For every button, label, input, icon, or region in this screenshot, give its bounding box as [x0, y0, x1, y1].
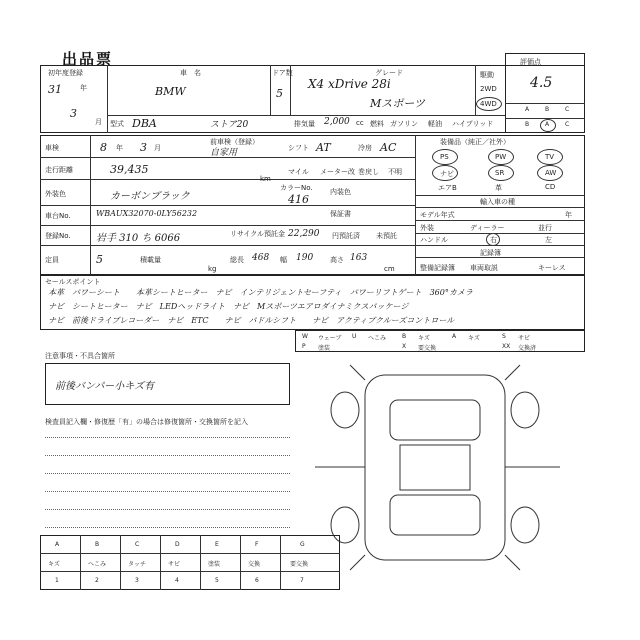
sheet-title: 出品票	[62, 50, 114, 68]
model-year-label: モデル年式	[420, 211, 455, 219]
recycle-value: 22,290	[288, 229, 320, 239]
score-label: 評価点	[520, 58, 541, 66]
make-label: 車 名	[180, 69, 201, 77]
manual-value: 車両取説	[470, 264, 498, 272]
sales-line-1: 本革 パワーシート 本革シートヒーター ナビ インテリジェントセーフティ パワーリフトゲート 360°カメラ	[48, 288, 473, 297]
mileage-value: 39,435	[110, 163, 149, 176]
equip-pw: PW	[495, 153, 507, 161]
grid-r3-c3: 3	[135, 577, 139, 584]
equip-aw: AW	[545, 169, 557, 177]
parallel-label: 並行	[538, 224, 552, 232]
wheel-front-left	[331, 392, 359, 428]
drive-2wd: 2WD	[480, 85, 497, 93]
dims-height-label: 高さ	[330, 256, 344, 264]
inspection-month: 3	[140, 141, 147, 154]
load-label: 積載量	[140, 256, 161, 264]
legend-code-w: W	[302, 333, 308, 340]
dims-label: 総長	[230, 256, 244, 264]
legend-code-p: P	[302, 343, 306, 350]
recycle-label: リサイクル預託金	[230, 230, 286, 238]
car-diagram	[305, 355, 580, 585]
year-unit: 年	[80, 84, 87, 92]
legend-text-s: サビ	[518, 335, 531, 342]
grid-r1-c6: F	[255, 541, 259, 548]
chassis-value: WBAUX32070-0LY56232	[96, 209, 198, 218]
equip-cd: CD	[545, 183, 556, 191]
grid-r2-c4: サビ	[168, 561, 181, 568]
dims-height: 163	[350, 253, 368, 263]
repair-label: 検査員記入欄・修復歴「有」の場合は修復箇所・交換箇所を記入	[45, 418, 248, 426]
inspection-month-unit: 月	[154, 144, 161, 152]
dims-width: 190	[296, 253, 314, 263]
load-unit: kg	[208, 265, 217, 273]
model-year-unit: 年	[565, 211, 572, 219]
grid-r2-c5: 塗装	[208, 561, 221, 568]
month-unit: 月	[95, 118, 102, 126]
score-grid-c: C	[565, 106, 570, 113]
mileage-label: 走行距離	[45, 166, 73, 174]
dims-width-label: 幅	[280, 256, 287, 264]
color-inner-label: 内装色	[330, 188, 351, 196]
recycle-paid: 円預託済	[332, 232, 360, 240]
grid-r2-c3: タッチ	[128, 561, 147, 568]
mileage-choice-4: 不明	[388, 168, 402, 176]
color-no-value: 416	[288, 193, 309, 206]
inspection-kind: 自家用	[210, 148, 238, 158]
grade-sub: Mスポーツ	[370, 97, 425, 110]
equip-navi-circle	[432, 165, 458, 181]
grade-label: グレード	[375, 69, 403, 77]
equip-sr: SR	[495, 169, 505, 177]
equip-tv: TV	[545, 153, 555, 161]
equip-navi: ナビ	[440, 170, 454, 178]
sales-points-label: セールスポイント	[45, 278, 101, 286]
chassis-label: 車台No.	[45, 212, 71, 220]
fuel-gas: ガソリン	[390, 120, 418, 128]
color-no-label: カラーNo.	[280, 184, 313, 192]
sales-line-3: ナビ 前後ドライブレコーダー ナビ ETC ナビ パドルシフト ナビ アクティブクルーズコントロール	[48, 316, 455, 325]
legend-text-u: へこみ	[368, 335, 387, 342]
wheel-front-right	[511, 392, 539, 428]
grid-r3-c6: 6	[255, 577, 259, 584]
legend-text-xx: 交換済	[518, 345, 537, 352]
score-grid-b: B	[545, 106, 550, 113]
handle-right: 右	[490, 236, 497, 244]
grid-r3-c7: 7	[300, 577, 304, 584]
ac-label: 冷房	[358, 144, 372, 152]
book-value: 整備記録簿	[420, 264, 455, 272]
score-grid-c2: C	[565, 121, 570, 128]
fuel-label: 燃料	[370, 120, 384, 128]
equip-tv-circle	[537, 149, 563, 165]
score-grid-b2: B	[525, 121, 530, 128]
dims-length: 468	[252, 253, 270, 263]
grid-r2-c7: 要交換	[290, 561, 309, 568]
legend-code-b: B	[402, 333, 407, 340]
car-roof	[400, 445, 470, 490]
recycle-unpaid: 未預託	[376, 232, 397, 240]
first-reg-month: 3	[70, 107, 77, 120]
legend-text-a: キズ	[468, 335, 480, 342]
equip-aw-circle	[537, 165, 563, 181]
grade-value: X4 xDrive 28i	[308, 77, 391, 91]
handle-left: 左	[545, 236, 552, 244]
model-label: 型式	[110, 120, 124, 128]
ext-value: ディーラー	[470, 224, 505, 232]
equip-ps: PS	[440, 153, 449, 161]
grid-r1-c4: D	[175, 541, 180, 548]
mileage-choice-2: メーター改	[320, 168, 355, 176]
score-grid-a2: A	[545, 121, 550, 128]
handle-label: ハンドル	[420, 236, 448, 244]
notes-value: 前後バンパー小キズ有	[55, 381, 155, 392]
grid-r2-c6: 交換	[248, 561, 261, 568]
reg-value: 岩手 310 ち 6066	[96, 233, 181, 244]
mileage-choice-1: マイル	[288, 168, 309, 176]
reg-label: 登録No.	[45, 232, 71, 240]
capacity-value: 5	[96, 253, 103, 266]
grid-r1-c1: A	[55, 541, 60, 548]
mileage-choice-3: 巻戻し	[358, 168, 379, 176]
inspection-label: 車検	[45, 144, 59, 152]
legend-text-x: 要交換	[418, 345, 437, 352]
grid-r2-c2: へこみ	[88, 561, 107, 568]
grid-r1-c7: G	[300, 541, 305, 548]
doors-value: 5	[276, 87, 283, 100]
wheel-rear-right	[511, 507, 539, 543]
ac-value: AC	[380, 141, 397, 154]
score-grid-a: A	[525, 106, 530, 113]
grid-r1-c2: B	[95, 541, 100, 548]
mileage-unit: km	[260, 175, 271, 183]
equip-sr-circle	[488, 165, 514, 181]
cert-label: 保証書	[330, 210, 351, 218]
car-windshield	[390, 400, 480, 440]
legend-code-x: X	[402, 343, 407, 350]
model-code: ストア20	[210, 120, 249, 130]
legend-text-w: ウェーブ	[318, 335, 342, 342]
ext-label: 外装	[420, 224, 434, 232]
color-outer-label: 外装色	[45, 190, 66, 198]
keyless-label: キーレス	[538, 264, 566, 272]
displacement-label: 排気量	[294, 120, 315, 128]
drive-4wd: 4WD	[480, 100, 497, 108]
dims-unit: cm	[384, 265, 395, 273]
inspection-note: 前車検（登録）	[210, 138, 259, 146]
grid-r1-c5: E	[215, 541, 219, 548]
legend-code-a: A	[452, 333, 457, 340]
auction-sheet	[40, 45, 585, 595]
equipment-label: 装備品（純正／社外）	[440, 138, 510, 146]
equip-leather: 革	[495, 184, 502, 192]
doors-label: ドア数	[272, 69, 293, 77]
grid-r2-c1: キズ	[48, 561, 60, 568]
grid-r3-c4: 4	[175, 577, 179, 584]
model-value: DBA	[132, 117, 157, 130]
inspection-year: 8	[100, 141, 107, 154]
grid-r3-c2: 2	[95, 577, 99, 584]
grid-r1-c3: C	[135, 541, 140, 548]
import-label: 輸入車の種	[480, 198, 515, 206]
fuel-diesel: 軽油	[428, 120, 442, 128]
notes-label: 注意事項・不具合箇所	[45, 352, 115, 360]
color-outer-value: カーボンブラック	[110, 191, 190, 202]
inspection-year-unit: 年	[116, 144, 123, 152]
first-reg-year: 31	[48, 83, 62, 96]
displacement-value: 2,000	[324, 117, 350, 127]
legend-text-p: 塗装	[318, 345, 331, 352]
shift-label: シフト	[288, 144, 309, 152]
displacement-unit: cc	[356, 119, 364, 127]
car-rear-window	[390, 495, 480, 535]
make-value: BMW	[155, 85, 186, 98]
car-body-outline	[365, 375, 505, 560]
legend-text-b: キズ	[418, 335, 430, 342]
first-reg-label: 初年度登録	[48, 69, 83, 77]
legend-code-xx: XX	[502, 343, 511, 350]
drive-4wd-circle	[476, 97, 502, 111]
sales-line-2: ナビ シートヒーター ナビ LEDヘッドライト ナビ Mスポーツエアロダイナミクスパッケージ	[48, 302, 409, 311]
legend-code-u: U	[352, 333, 357, 340]
capacity-label: 定員	[45, 256, 59, 264]
legend-code-s: S	[502, 333, 506, 340]
car-corner-marks	[350, 365, 520, 570]
drive-label: 駆動	[480, 71, 494, 79]
score-grid-circle	[540, 119, 556, 132]
grid-r3-c1: 1	[55, 577, 59, 584]
shift-value: AT	[316, 141, 331, 154]
book-label: 記録簿	[480, 249, 501, 257]
equip-airbag: エアB	[438, 184, 457, 192]
grid-r3-c5: 5	[215, 577, 219, 584]
fuel-hybrid: ハイブリッド	[452, 120, 494, 128]
score-value: 4.5	[530, 75, 553, 91]
equip-pw-circle	[488, 149, 514, 165]
equip-ps-circle	[432, 149, 458, 165]
